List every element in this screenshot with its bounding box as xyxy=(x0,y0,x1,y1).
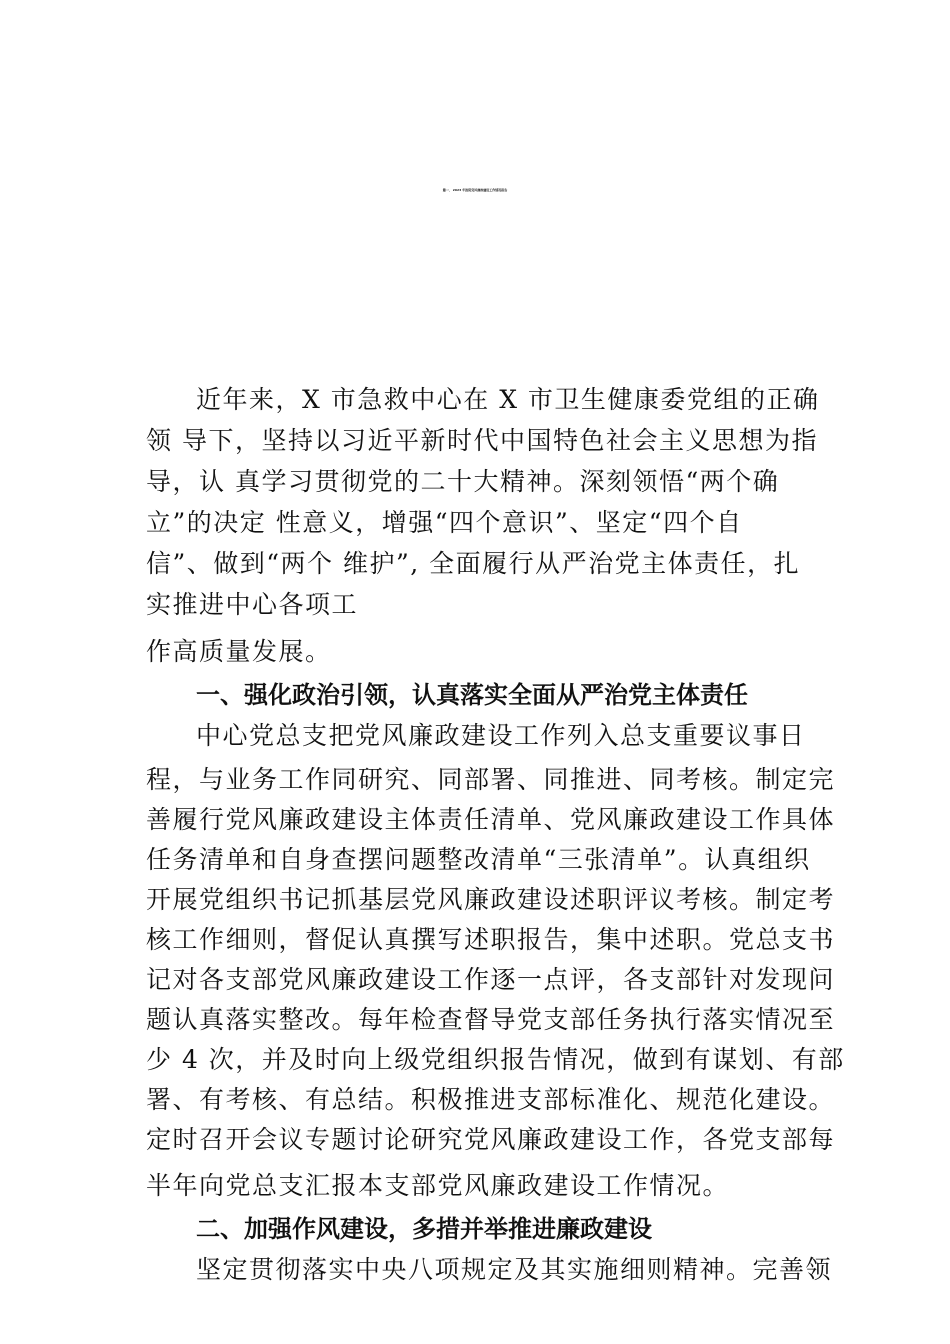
paragraph-line: 任务清单和自身查摆问题整改清单“三张清单”。认真组织 xyxy=(146,845,811,874)
paragraph-line: 近年来，X 市急救中心在 X 市卫生健康委党组的正确 xyxy=(196,385,820,414)
section-heading: 二、加强作风建设，多措并举推进廉政建设 xyxy=(196,1215,652,1243)
paragraph-line: 立”的决定 性意义，增强“四个意识”、坚定“四个自 xyxy=(146,508,743,537)
paragraph-line: 作高质量发展。 xyxy=(146,637,332,666)
paragraph-line: 信”、做到“两个 维护”, 全面履行从严治党主体责任，扎 xyxy=(146,549,801,578)
paragraph-line: 署、有考核、有总结。积极推进支部标准化、规范化建设。 xyxy=(146,1085,836,1114)
paragraph-line: 坚定贯彻落实中央八项规定及其实施细则精神。完善领 xyxy=(196,1255,833,1284)
paragraph-line: 核工作细则，督促认真撰写述职报告，集中述职。党总支书 xyxy=(146,925,836,954)
paragraph-line: 题认真落实整改。每年检查督导党支部任务执行落实情况至 xyxy=(146,1005,836,1034)
paragraph-line: 导，认 真学习贯彻党的二十大精神。深刻领悟“两个确 xyxy=(146,467,780,496)
paragraph-line: 实推进中心各项工 xyxy=(146,590,359,619)
paragraph-line: 半年向党总支汇报本支部党风廉政建设工作情况。 xyxy=(146,1171,730,1200)
paragraph-line: 开展党组织书记抓基层党风廉政建设述职评议考核。制定考 xyxy=(146,885,836,914)
paragraph-line: 中心党总支把党风廉政建设工作列入总支重要议事日 xyxy=(196,721,806,750)
paragraph-line: 程，与业务工作同研究、同部署、同推进、同考核。制定完 xyxy=(146,765,836,794)
paragraph-line: 记对各支部党风廉政建设工作逐一点评，各支部针对发现问 xyxy=(146,965,836,994)
paragraph-line: 定时召开会议专题讨论研究党风廉政建设工作，各党支部每 xyxy=(146,1125,836,1154)
section-heading: 一、强化政治引领，认真落实全面从严治党主体责任 xyxy=(196,681,748,709)
paragraph-line: 善履行党风廉政建设主体责任清单、党风廉政建设工作具体 xyxy=(146,805,836,834)
paragraph-line: 少 4 次，并及时向上级党组织报告情况，做到有谋划、有部 xyxy=(146,1045,845,1074)
document-title: 篇一、 2023 年医院党风廉政建设工作情况报告 xyxy=(442,188,508,192)
paragraph-line: 领 导下，坚持以习近平新时代中国特色社会主义思想为指 xyxy=(146,426,818,455)
